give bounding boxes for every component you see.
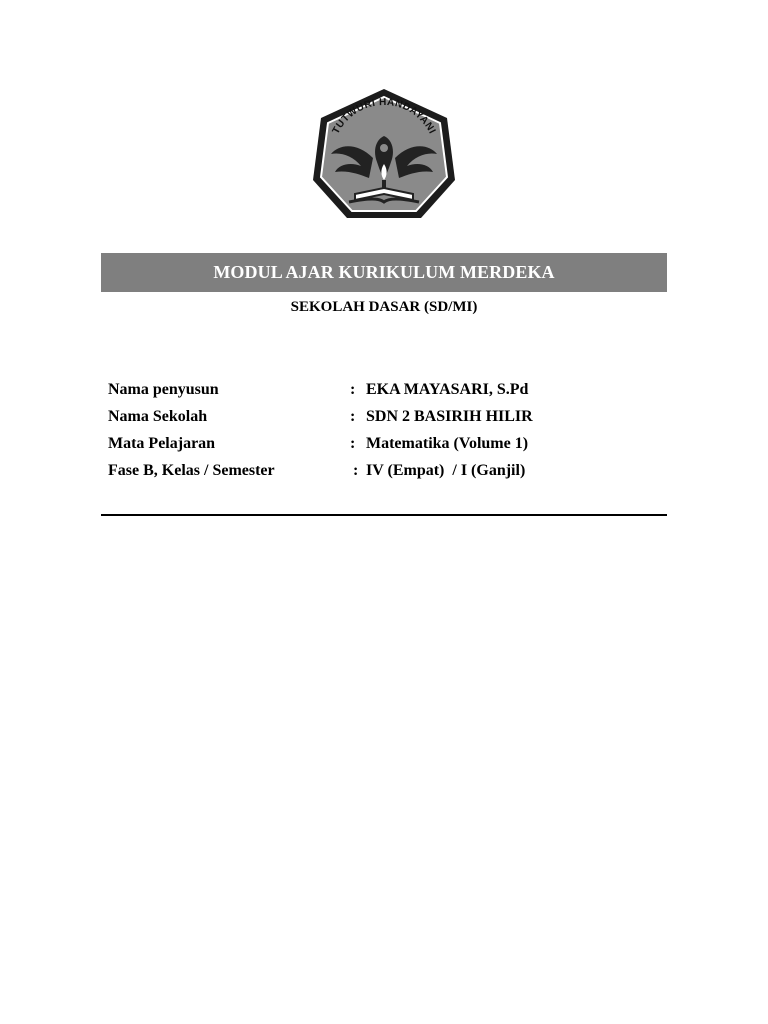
document-subtitle: SEKOLAH DASAR (SD/MI): [290, 299, 478, 315]
info-colon: :: [353, 462, 359, 479]
info-row-phase-class: [108, 459, 668, 486]
info-value: SDN 2 BASIRIH HILIR: [366, 408, 533, 425]
info-label: Nama Sekolah: [108, 408, 208, 425]
info-table: [108, 378, 668, 486]
info-colon: :: [350, 435, 356, 452]
info-value: Matematika (Volume 1): [366, 435, 529, 452]
emblem-motto-text: TUTWURI HANDAYANI: [330, 96, 438, 136]
info-colon: :: [350, 408, 356, 425]
info-row-subject: [108, 432, 668, 459]
document-title: MODUL AJAR KURIKULUM MERDEKA: [213, 262, 555, 282]
info-label: Nama penyusun: [108, 381, 219, 398]
info-label: Mata Pelajaran: [108, 435, 216, 452]
info-row-school: [108, 405, 668, 432]
divider-line: [101, 514, 667, 516]
info-value: EKA MAYASARI, S.Pd: [366, 381, 529, 398]
info-label: Fase B, Kelas / Semester: [108, 462, 275, 479]
info-value: IV (Empat) / I (Ganjil): [366, 462, 526, 479]
info-row-author: [108, 378, 668, 405]
info-colon: :: [350, 381, 356, 398]
tut-wuri-handayani-emblem-icon: [309, 86, 459, 224]
title-banner: [101, 253, 667, 292]
